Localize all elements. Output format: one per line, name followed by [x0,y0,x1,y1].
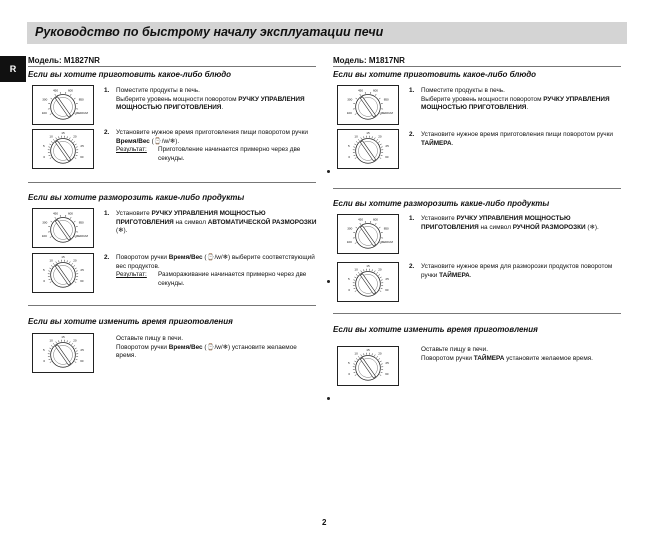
dial-label: 100 [346,111,352,116]
dial-tick [72,139,73,140]
dial-label: 15 [366,263,370,268]
dial-tick [73,141,74,142]
dial-label: 30 [385,288,389,293]
dial-label: 100 [41,111,47,116]
registration-dot [327,280,330,283]
dial-tick [364,353,365,355]
step-text: Оставьте пищу в печи. [421,346,488,353]
dial-label: MEDIUM [75,234,88,239]
step-text: на символ [173,218,208,226]
dial-label: MEDIUM [380,240,393,245]
dial-label: 450 [52,211,59,216]
dial-tick [380,144,382,145]
power-dial-illustration [337,214,399,254]
step-text: Установите нужное время приготовления пищи поворотом ручки [421,131,613,138]
timer-dial-svg [338,347,398,385]
dial-tick [50,362,52,363]
step-text: Оставьте пищу в печи. [116,335,183,342]
dial-tick [53,263,54,264]
step-text: на символ [478,223,513,231]
dial-tick [49,279,51,280]
dial-tick [55,94,56,96]
dial-tick [378,274,379,275]
dial-label: 850 [383,226,389,231]
dial-label: 20 [73,134,77,139]
result-text: Приготовление начинается примерно через две секунды. [158,146,301,162]
dial-label: 5 [348,143,350,148]
power-dial-illustration [32,208,94,248]
dial-tick [76,147,78,148]
dial-label: 25 [385,360,389,365]
dial-tick [358,272,359,273]
step-cook-2 [104,129,318,163]
dial-tick [358,356,359,357]
dial-tick [76,359,78,360]
dial-tick [76,279,78,280]
dial-label: 30 [80,279,84,284]
dial-tick [372,353,373,355]
power-dial-illustration [32,85,94,125]
step-defrost-1 [104,210,318,236]
dial-tick [372,136,373,138]
dial-label: 25 [80,143,84,148]
control-name: РУЧКУ УПРАВЛЕНИЯ МОЩНОСТЬЮ ПРИГОТОВЛЕНИЯ [421,215,571,231]
power-dial-svg [33,86,93,124]
control-name: РУЧКУ УПРАВЛЕНИЯ МОЩНОСТЬЮ ПРИГОТОВЛЕНИЯ [116,95,305,111]
step-text: Поворотом ручки [116,343,169,351]
step-cook-1 [409,87,623,113]
dial-tick [358,139,359,140]
control-name: РУЧКУ УПРАВЛЕНИЯ МОЩНОСТЬЮ ПРИГОТОВЛЕНИЯ [116,210,266,226]
dial-label: 450 [52,88,59,93]
dial-tick [356,141,357,142]
section-heading-cook-left: Если вы хотите приготовить какое-либо блюдо [28,70,232,79]
dial-tick [354,277,356,278]
result-label: Результат: [116,271,147,278]
step-number: 1. [409,215,415,222]
dial-tick [356,358,357,359]
dial-label: 5 [43,267,45,272]
dial-label: 100 [346,240,352,245]
divider [333,188,621,189]
dial-label: 850 [78,220,84,225]
timer-dial-illustration [337,262,399,302]
dial-tick [76,155,78,156]
timer-dial-illustration [32,333,94,373]
dial-tick [380,361,382,362]
dial-tick [56,262,57,264]
registration-dot [327,170,330,173]
dial-tick [381,147,383,148]
dial-tick [356,98,358,99]
dial-tick [356,227,358,228]
dial-tick [73,345,74,346]
title-bar [27,22,627,44]
dial-tick [364,136,365,138]
step-text: Поместите продукты в печь. [421,87,505,94]
dial-tick [377,356,378,357]
step-text: . [221,104,224,111]
dial-tick [50,158,52,159]
dial-tick [355,291,357,292]
control-name: Время/Вес [116,137,150,145]
dial-tick [381,155,383,156]
dial-tick [374,271,375,273]
dial-label: 0 [348,288,351,293]
step-number: 1. [409,87,415,94]
dial-tick [353,364,355,365]
dial-label: 15 [61,254,65,259]
dial-tick [75,144,77,145]
dial-label: 0 [348,372,351,377]
section-heading-change-time-left: Если вы хотите изменить время приготовления [28,317,233,326]
dial-tick [380,277,382,278]
dial-label: 0 [348,155,351,160]
dial-tick [377,272,378,273]
step-text: Установите нужное время приготовления пищи поворотом ручки [116,129,308,136]
timer-dial-svg [33,130,93,168]
dial-tick [53,343,54,344]
step-text: установите желаемое время. [504,354,593,362]
step-number: 2. [409,263,415,270]
dial-tick [354,144,356,145]
dial-label: 850 [383,97,389,102]
language-tab: R [0,56,26,82]
model-right: Модель: M1817NR [333,56,405,65]
dial-label: MEDIUM [380,111,393,116]
dial-tick [56,342,57,344]
dial-tick [75,282,77,283]
page-number: 2 [322,518,327,527]
step-defrost-1 [409,215,623,232]
section-heading-defrost-left: Если вы хотите разморозить какие-либо продукты [28,193,245,202]
dial-tick [50,114,52,115]
dial-tick [59,340,60,342]
dial-tick [69,342,70,344]
dial-tick [69,262,70,264]
result-line [116,146,318,163]
dial-tick [55,217,56,219]
dial-tick [49,268,51,269]
timer-dial-svg [33,254,93,292]
dial-label: 30 [385,155,389,160]
dial-label: 20 [73,338,77,343]
dial-tick [67,260,68,262]
step-text: Поворотом ручки [116,254,169,261]
dial-label: 300 [347,226,353,231]
step-defrost-2 [409,263,623,280]
dial-label: 600 [67,211,74,216]
dial-tick [74,221,76,222]
dial-label: 600 [372,88,379,93]
dial-tick [354,372,356,373]
dial-tick [48,351,50,352]
step-change-time [104,335,318,361]
dial-tick [75,158,77,159]
dial-label: 20 [378,134,382,139]
dial-label: 25 [385,276,389,281]
dial-tick [374,355,375,357]
divider [28,66,316,67]
control-name: РУЧКУ УПРАВЛЕНИЯ МОЩНОСТЬЮ ПРИГОТОВЛЕНИЯ [421,95,610,111]
dial-tick [70,217,71,219]
dial-label: 0 [43,155,46,160]
page-title: Руководство по быстрому началу эксплуатации печи [35,25,384,39]
dial-label: 15 [366,347,370,352]
step-text: Установите [116,210,152,217]
dial-tick [67,340,68,342]
section-heading-change-time-right: Если вы хотите изменить время приготовления [333,325,538,334]
dial-label: MEDIUM [75,111,88,116]
step-number: 2. [104,129,110,136]
dial-label: 30 [80,155,84,160]
dial-tick [381,280,383,281]
dial-tick [375,223,376,225]
dial-tick [379,227,381,228]
step-text: (⌚/w/❄) выберите соответствующий вес продуктов. [116,254,315,270]
dial-label: 600 [372,217,379,222]
section-heading-cook-right: Если вы хотите приготовить какое-либо блюдо [333,70,537,79]
dial-label: 10 [49,134,53,139]
dial-tick [360,223,361,225]
step-number: 1. [104,210,110,217]
dial-tick [53,139,54,140]
step-text: Выберите уровень мощности поворотом [116,95,239,103]
dial-tick [361,355,362,357]
result-text: Размораживание начинается примерно через две секунды. [158,271,307,287]
dial-tick [353,147,355,148]
step-text: . [469,271,472,279]
step-cook-1 [104,87,318,113]
control-name: ТАЙМЕРА [473,354,505,362]
dial-label: 10 [354,134,358,139]
result-label: Результат: [116,146,147,153]
step-text: (❄). [116,227,128,234]
dial-tick [354,361,356,362]
control-name: РУЧНОЙ РАЗМОРОЗКИ [512,223,586,231]
dial-tick [361,138,362,140]
dial-tick [74,98,76,99]
dial-tick [72,343,73,344]
model-left: Модель: M1827NR [28,56,100,65]
dial-label: 300 [347,97,353,102]
dial-tick [75,362,77,363]
control-name: Время/Вес [168,254,203,261]
dial-tick [59,260,60,262]
dial-label: 0 [43,359,46,364]
dial-label: 300 [42,220,48,225]
dial-tick [381,364,383,365]
dial-label: 300 [42,97,48,102]
step-text: Установите [421,215,457,222]
step-text: Выберите уровень мощности поворотом [421,95,544,103]
step-text: Поворотом ручки [421,354,474,362]
dial-label: 15 [61,130,65,135]
result-line [116,271,318,288]
dial-tick [76,271,78,272]
dial-tick [381,372,383,373]
dial-tick [377,139,378,140]
timer-dial-illustration [32,129,94,169]
dial-tick [72,263,73,264]
dial-tick [374,138,375,140]
dial-tick [70,94,71,96]
dial-tick [356,274,357,275]
divider [28,305,316,306]
dial-label: 15 [61,334,65,339]
control-name: Время/Вес [168,343,203,351]
dial-label: 450 [357,217,364,222]
dial-tick [380,375,382,376]
dial-label: 20 [378,351,382,356]
dial-tick [355,114,357,115]
dial-label: 30 [80,359,84,364]
dial-label: 10 [49,338,53,343]
dial-tick [75,268,77,269]
timer-dial-svg [338,130,398,168]
dial-label: 25 [385,143,389,148]
dial-tick [48,147,50,148]
dial-tick [355,158,357,159]
step-text: Установите нужное время для разморозки продуктов поворотом ручки [421,263,613,279]
divider [333,66,621,67]
dial-tick [372,269,373,271]
dial-tick [380,291,382,292]
dial-label: 20 [73,258,77,263]
dial-tick [51,141,52,142]
dial-tick [49,144,51,145]
power-dial-svg [338,215,398,253]
dial-label: 25 [80,347,84,352]
timer-dial-illustration [337,129,399,169]
dial-tick [51,345,52,346]
dial-label: 15 [366,130,370,135]
dial-tick [375,94,376,96]
dial-tick [378,141,379,142]
dial-tick [379,98,381,99]
step-change-time [409,346,623,363]
dial-tick [380,158,382,159]
dial-label: 10 [354,267,358,272]
dial-tick [49,155,51,156]
timer-dial-illustration [32,253,94,293]
right-column [333,52,621,492]
dial-tick [67,136,68,138]
dial-tick [355,243,357,244]
dial-tick [381,288,383,289]
dial-tick [361,271,362,273]
dial-tick [48,271,50,272]
section-heading-defrost-right: Если вы хотите разморозить какие-либо продукты [333,199,550,208]
step-text: . [526,104,529,111]
dial-tick [56,138,57,140]
dial-label: 10 [354,351,358,356]
control-name: АВТОМАТИЧЕСКОЙ РАЗМОРОЗКИ [207,218,317,226]
dial-label: 450 [357,88,364,93]
dial-label: 5 [348,276,350,281]
timer-dial-svg [33,334,93,372]
dial-label: 30 [385,372,389,377]
dial-tick [51,265,52,266]
dial-tick [50,282,52,283]
dial-label: 5 [43,347,45,352]
left-column [28,52,316,492]
dial-label: 850 [78,97,84,102]
dial-tick [364,269,365,271]
timer-dial-svg [338,263,398,301]
step-text: (⌚/w/❄). [149,137,180,145]
timer-dial-illustration [337,346,399,386]
dial-tick [69,138,70,140]
step-defrost-2 [104,254,318,288]
dial-tick [353,280,355,281]
divider [28,182,316,183]
dial-tick [73,265,74,266]
dial-tick [360,94,361,96]
dial-tick [378,358,379,359]
dial-label: 10 [49,258,53,263]
dial-tick [51,98,53,99]
dial-label: 600 [67,88,74,93]
control-name: ТАЙМЕРА [439,271,470,279]
dial-label: 0 [43,279,46,284]
dial-label: 25 [80,267,84,272]
power-dial-svg [338,86,398,124]
dial-label: 5 [348,360,350,365]
divider [333,313,621,314]
dial-tick [75,348,77,349]
dial-tick [354,288,356,289]
step-text: (❄). [585,223,599,231]
dial-tick [49,348,51,349]
step-number: 2. [104,254,110,261]
registration-dot [327,397,330,400]
step-text: Поместите продукты в печь. [116,87,200,94]
dial-tick [355,375,357,376]
power-dial-svg [33,209,93,247]
control-name: ТАЙМЕРА [421,139,452,147]
step-cook-2 [409,131,623,148]
dial-tick [354,155,356,156]
step-text: (⌚/w/❄) установите желаемое время. [116,343,297,359]
dial-tick [59,136,60,138]
dial-label: 100 [41,234,47,239]
dial-tick [50,237,52,238]
step-text: . [451,139,454,147]
power-dial-illustration [337,85,399,125]
dial-tick [76,351,78,352]
step-number: 1. [104,87,110,94]
dial-label: 20 [378,267,382,272]
dial-label: 5 [43,143,45,148]
step-number: 2. [409,131,415,138]
dial-tick [51,221,53,222]
dial-tick [49,359,51,360]
